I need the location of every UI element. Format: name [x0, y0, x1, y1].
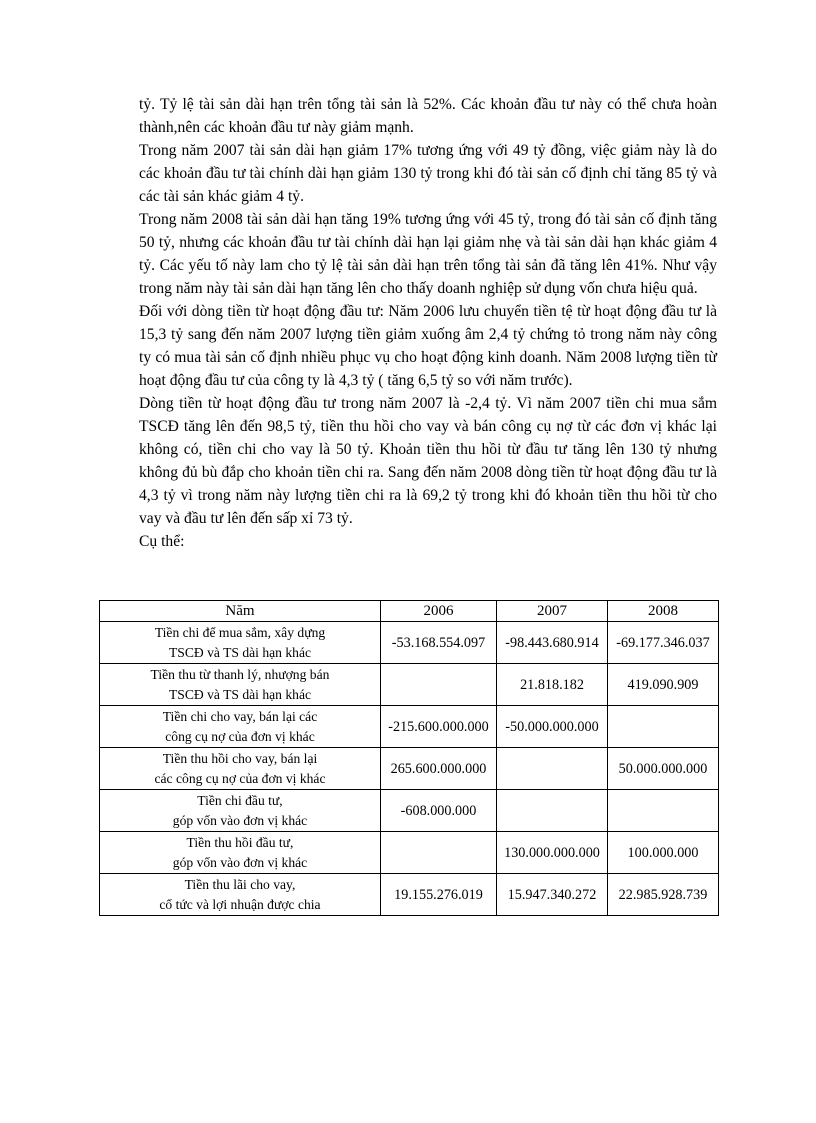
investment-cashflow-table — [99, 600, 719, 916]
value-2007: -98.443.680.914 — [497, 622, 608, 664]
value-2008: 419.090.909 — [608, 664, 719, 706]
row-label: Tiền thu từ thanh lý, nhượng bán TSCĐ và TS dài hạn khác — [100, 664, 381, 706]
value-2008: 50.000.000.000 — [608, 748, 719, 790]
header-year: Năm — [100, 601, 381, 622]
row-label: Tiền chi cho vay, bán lại các công cụ nợ của đơn vị khác — [100, 706, 381, 748]
value-2007 — [497, 748, 608, 790]
paragraph: Trong năm 2007 tài sản dài hạn giảm 17% tương ứng với 49 tỷ đồng, việc giảm này là do các khoản đầu tư tài chính dài hạn giảm 130 tỷ trong khi đó tài sản cố định chỉ tăng 85 tỷ và các tài sản khác giảm 4 tỷ. — [139, 142, 717, 205]
table-lead-in: Cụ thể: — [139, 533, 185, 550]
value-2008 — [608, 706, 719, 748]
paragraph: tỷ. Tỷ lệ tài sản dài hạn trên tổng tài sản là 52%. Các khoản đầu tư này có thể chưa hoàn thành,nên các khoản đầu tư này giảm mạnh. — [139, 96, 717, 136]
value-2007: 15.947.340.272 — [497, 874, 608, 916]
body-text — [139, 93, 717, 552]
row-label: Tiền chi để mua sắm, xây dựng TSCĐ và TS dài hạn khác — [100, 622, 381, 664]
value-2006: 265.600.000.000 — [381, 748, 497, 790]
value-2008: 22.985.928.739 — [608, 874, 719, 916]
table-row — [100, 832, 719, 874]
paragraph: Trong năm 2008 tài sản dài hạn tăng 19% tương ứng với 45 tỷ, trong đó tài sản cố định tăng 50 tỷ, nhưng các khoản đầu tư tài chính dài hạn lại giảm nhẹ và tài sản dài hạn khác giảm 4 tỷ. Các yếu tố này lam cho tỷ lệ tài sản dài hạn trên tổng tài sản đã tăng lên 41%. Như vậy trong năm này tài sản dài hạn tăng lên cho thấy doanh nghiệp sử dụng vốn chưa hiệu quả. — [139, 211, 717, 297]
row-label: Tiền thu hồi đầu tư, góp vốn vào đơn vị khác — [100, 832, 381, 874]
value-2006: -53.168.554.097 — [381, 622, 497, 664]
table-row — [100, 664, 719, 706]
value-2008: 100.000.000 — [608, 832, 719, 874]
header-2008: 2008 — [608, 601, 719, 622]
table-row — [100, 706, 719, 748]
header-2006: 2006 — [381, 601, 497, 622]
row-label: Tiền chi đầu tư, góp vốn vào đơn vị khác — [100, 790, 381, 832]
value-2007 — [497, 790, 608, 832]
paragraph: Đối với dòng tiền từ hoạt động đầu tư: Năm 2006 lưu chuyển tiền tệ từ hoạt động đầu tư là 15,3 tỷ sang đến năm 2007 lượng tiền giảm xuống âm 2,4 tỷ chứng tỏ trong năm này công ty có mua tài sản cố định nhiều phục vụ cho hoạt động kinh doanh. Năm 2008 lượng tiền từ hoạt động đầu tư của công ty là 4,3 tỷ ( tăng 6,5 tỷ so với năm trước). — [139, 303, 717, 389]
table-row — [100, 874, 719, 916]
value-2008 — [608, 790, 719, 832]
row-label: Tiền thu hồi cho vay, bán lại các công cụ nợ của đơn vị khác — [100, 748, 381, 790]
table-row — [100, 748, 719, 790]
value-2007: 130.000.000.000 — [497, 832, 608, 874]
table-row — [100, 790, 719, 832]
paragraph: Dòng tiền từ hoạt động đầu tư trong năm 2007 là -2,4 tỷ. Vì năm 2007 tiền chi mua sắm TSCĐ tăng lên đến 98,5 tỷ, tiền thu hồi cho vay và bán công cụ nợ từ các đơn vị khác lại không có, tiền chi cho vay là 50 tỷ. Khoản tiền thu hồi từ đầu tư tăng lên 130 tỷ nhưng không đủ bù đắp cho khoản tiền chi ra. Sang đến năm 2008 dòng tiền từ hoạt động đầu tư là 4,3 tỷ vì trong năm này lượng tiền chi ra là 69,2 tỷ trong khi đó khoản tiền thu hồi từ cho vay và đầu tư lên đến sấp xỉ 73 tỷ. — [139, 395, 717, 527]
value-2006: 19.155.276.019 — [381, 874, 497, 916]
value-2007: 21.818.182 — [497, 664, 608, 706]
value-2006 — [381, 832, 497, 874]
value-2006: -608.000.000 — [381, 790, 497, 832]
value-2008: -69.177.346.037 — [608, 622, 719, 664]
table-row — [100, 622, 719, 664]
value-2006 — [381, 664, 497, 706]
value-2007: -50.000.000.000 — [497, 706, 608, 748]
header-2007: 2007 — [497, 601, 608, 622]
row-label: Tiền thu lãi cho vay, cổ tức và lợi nhuận được chia — [100, 874, 381, 916]
value-2006: -215.600.000.000 — [381, 706, 497, 748]
table-header-row — [100, 601, 719, 622]
